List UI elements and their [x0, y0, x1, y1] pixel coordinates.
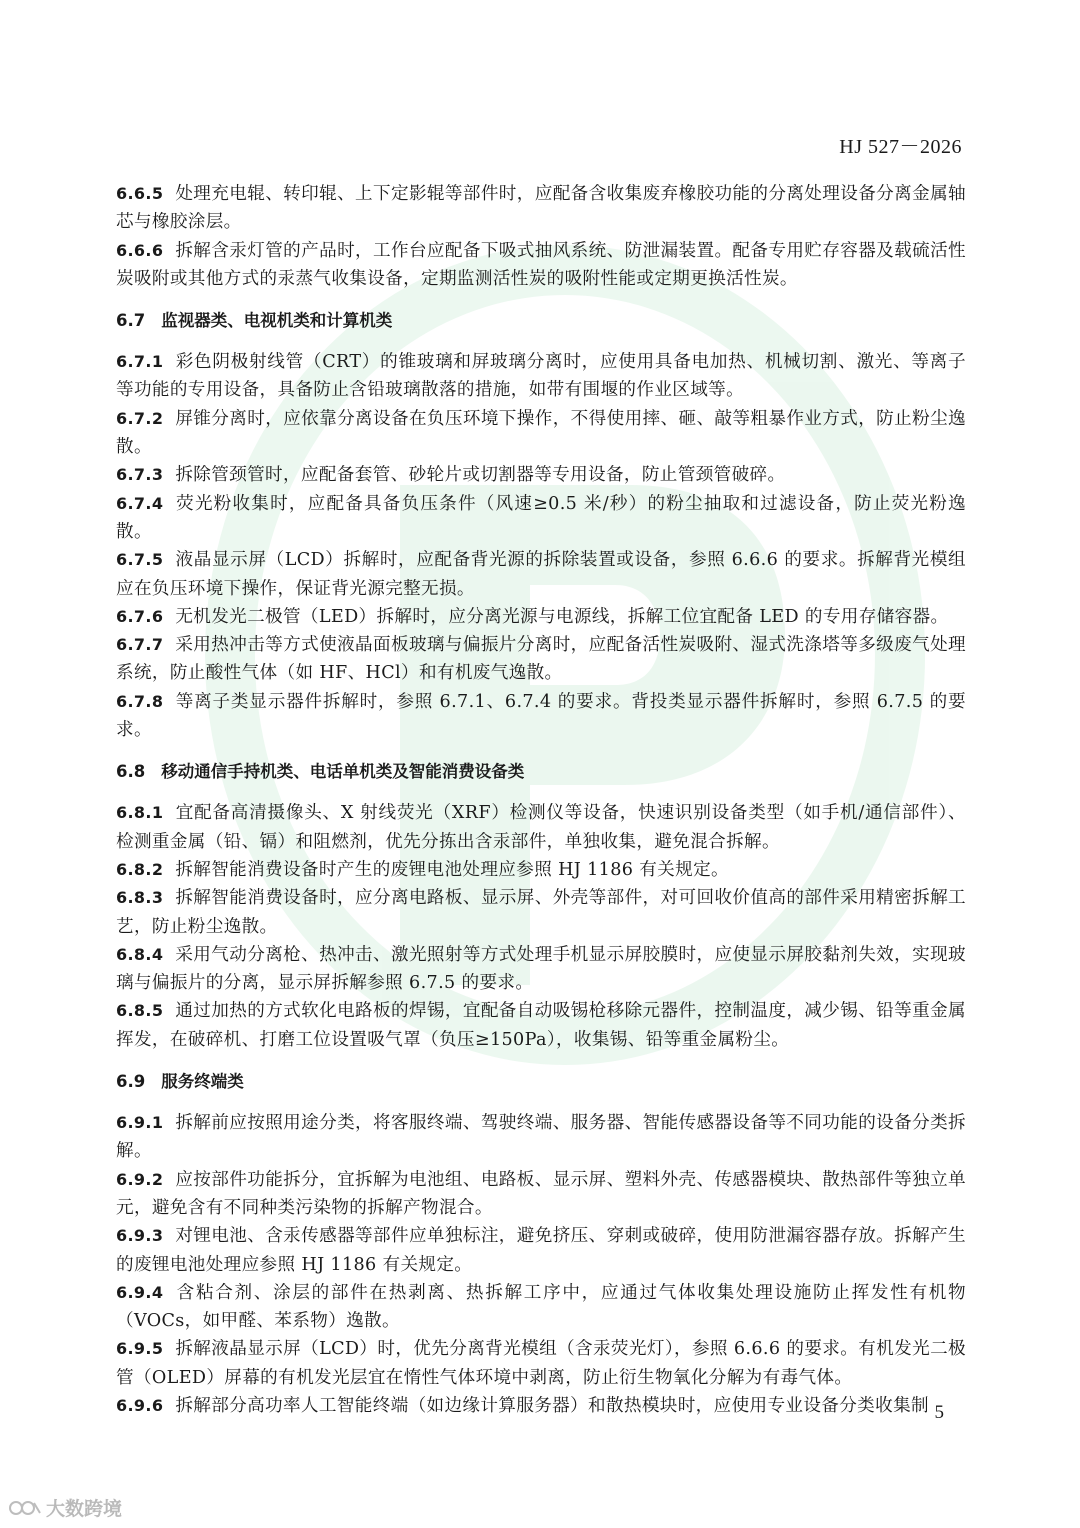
clause-text: 宜配备高清摄像头、X 射线荧光（XRF）检测仪等设备，快速识别设备类型（如手机/通信部件）、检测重金属（铅、镉）和阻燃剂，优先分拣出含汞部件，单独收集，避免混合拆解。: [116, 803, 966, 852]
clause-text: 采用热冲击等方式使液晶面板玻璃与偏振片分离时，应配备活性炭吸附、湿式洗涤塔等多级废气处理系统，防止酸性气体（如 HF、HCl）和有机废气逸散。: [116, 635, 966, 684]
clause-paragraph: [116, 1335, 966, 1392]
clause-text: 应按部件功能拆分，宜拆解为电池组、电路板、显示屏、塑料外壳、传感器模块、散热部件等独立单元，避免含有不同种类污染物的拆解产物混合。: [116, 1169, 966, 1218]
clause-paragraph: [116, 180, 966, 237]
brand-watermark: [8, 1494, 122, 1521]
clause-paragraph: [116, 1166, 966, 1223]
clause-number: 6.7.4: [116, 493, 164, 513]
clause-text: 拆解前应按照用途分类，将客服终端、驾驶终端、服务器、智能传感器设备等不同功能的设备分类拆解。: [116, 1113, 966, 1162]
clause-text: 拆解含汞灯管的产品时，工作台应配备下吸式抽风系统、防泄漏装置。配备专用贮存容器及载硫活性炭吸附或其他方式的汞蒸气收集设备，定期监测活性炭的吸附性能或定期更换活性炭。: [116, 240, 966, 289]
section-heading: [116, 307, 966, 335]
clause-number: 6.7.7: [116, 635, 164, 655]
document-code: HJ 527－2026: [839, 136, 962, 158]
clause-number: 6.7.2: [116, 408, 164, 428]
clause-text: 含粘合剂、涂层的部件在热剥离、热拆解工序中，应通过气体收集处理设施防止挥发性有机物（VOCs，如甲醛、苯系物）逸散。: [116, 1282, 966, 1332]
brand-logo-icon: [8, 1497, 42, 1519]
clause-paragraph: [116, 1279, 966, 1336]
clause-text: 拆解智能消费设备时，应分离电路板、显示屏、外壳等部件，对可回收价值高的部件采用精密拆解工艺，防止粉尘逸散。: [116, 888, 966, 937]
clause-paragraph: [116, 461, 966, 489]
section-number: 6.9: [116, 1072, 146, 1092]
clause-text: 采用气动分离枪、热冲击、激光照射等方式处理手机显示屏胶膜时，应使显示屏胶黏剂失效，实现玻璃与偏振片的分离，显示屏拆解参照 6.7.5 的要求。: [116, 944, 966, 994]
clause-text: 拆解部分高功率人工智能终端（如边缘计算服务器）和散热模块时，应使用专业设备分类收集制: [175, 1395, 929, 1416]
clause-paragraph: [116, 237, 966, 294]
clause-paragraph: [116, 348, 966, 405]
clause-text: 处理充电辊、转印辊、上下定影辊等部件时，应配备含收集废弃橡胶功能的分离处理设备分离金属轴芯与橡胶涂层。: [116, 184, 966, 233]
clause-number: 6.8.3: [116, 888, 164, 908]
clause-number: 6.8.4: [116, 944, 164, 964]
section-heading: [116, 758, 966, 786]
clause-number: 6.8.5: [116, 1001, 164, 1021]
clause-paragraph: [116, 997, 966, 1054]
clause-number: 6.7.3: [116, 465, 164, 485]
clause-paragraph: [116, 603, 966, 631]
section-number: 6.7: [116, 311, 146, 331]
clause-number: 6.7.6: [116, 606, 164, 626]
document-body: [116, 180, 966, 1420]
clause-paragraph: [116, 799, 966, 856]
clause-text: 荧光粉收集时，应配备具备负压条件（风速≥0.5 米/秒）的粉尘抽取和过滤设备，防止荧光粉逸散。: [116, 493, 966, 542]
clause-text: 等离子类显示器件拆解时，参照 6.7.1、6.7.4 的要求。背投类显示器件拆解时，参照 6.7.5 的要求。: [116, 691, 966, 741]
clause-number: 6.7.5: [116, 550, 164, 570]
clause-text: 拆解智能消费设备时产生的废锂电池处理应参照 HJ 1186 有关规定。: [175, 859, 729, 880]
clause-paragraph: [116, 631, 966, 688]
clause-paragraph: [116, 884, 966, 941]
clause-text: 无机发光二极管（LED）拆解时，应分离光源与电源线，拆解工位宜配备 LED 的专用存储容器。: [175, 606, 949, 627]
clause-number: 6.9.2: [116, 1169, 164, 1189]
clause-number: 6.9.6: [116, 1395, 164, 1415]
clause-text: 液晶显示屏（LCD）拆解时，应配备背光源的拆除装置或设备，参照 6.6.6 的要求。拆解背光模组应在负压环境下操作，保证背光源完整无损。: [116, 550, 966, 599]
clause-text: 屏锥分离时，应依靠分离设备在负压环境下操作，不得使用摔、砸、敲等粗暴作业方式，防止粉尘逸散。: [116, 408, 966, 458]
clause-number: 6.8.1: [116, 803, 164, 823]
clause-text: 通过加热的方式软化电路板的焊锡，宜配备自动吸锡枪移除元器件，控制温度，减少锡、铅等重金属挥发，在破碎机、打磨工位设置吸气罩（负压≥150Pa），收集锡、铅等重金属粉尘。: [116, 1001, 966, 1050]
clause-paragraph: [116, 1392, 966, 1420]
clause-number: 6.9.1: [116, 1113, 164, 1133]
clause-number: 6.8.2: [116, 859, 164, 879]
clause-paragraph: [116, 1109, 966, 1166]
clause-number: 6.9.3: [116, 1226, 164, 1246]
clause-number: 6.9.5: [116, 1339, 164, 1359]
clause-text: 拆除管颈管时，应配备套管、砂轮片或切割器等专用设备，防止管颈管破碎。: [175, 465, 786, 486]
clause-paragraph: [116, 546, 966, 603]
clause-text: 彩色阴极射线管（CRT）的锥玻璃和屏玻璃分离时，应使用具备电加热、机械切割、激光、等离子等功能的专用设备，具备防止含铅玻璃散落的措施，如带有围堰的作业区域等。: [116, 352, 966, 401]
section-title: 移动通信手持机类、电话单机类及智能消费设备类: [161, 762, 525, 782]
clause-number: 6.6.6: [116, 240, 164, 260]
clause-text: 拆解液晶显示屏（LCD）时，优先分离背光模组（含汞荧光灯），参照 6.6.6 的要求。有机发光二极管（OLED）屏幕的有机发光层宜在惰性气体环境中剥离，防止衍生物氧化分解为有毒气体。: [116, 1339, 966, 1388]
page-number: 5: [934, 1402, 944, 1423]
clause-number: 6.7.1: [116, 352, 164, 372]
clause-paragraph: [116, 405, 966, 462]
brand-name: 大数跨境: [46, 1498, 123, 1520]
section-title: 监视器类、电视机类和计算机类: [161, 311, 393, 331]
clause-paragraph: [116, 1222, 966, 1279]
clause-paragraph: [116, 688, 966, 745]
clause-paragraph: [116, 856, 966, 884]
section-number: 6.8: [116, 762, 146, 782]
clause-number: 6.6.5: [116, 184, 164, 203]
clause-text: 对锂电池、含汞传感器等部件应单独标注，避免挤压、穿刺或破碎，使用防泄漏容器存放。拆解产生的废锂电池处理应参照 HJ 1186 有关规定。: [116, 1226, 966, 1275]
clause-number: 6.9.4: [116, 1282, 164, 1302]
section-title: 服务终端类: [161, 1072, 244, 1092]
clause-number: 6.7.8: [116, 691, 164, 711]
section-heading: [116, 1068, 966, 1096]
clause-paragraph: [116, 941, 966, 998]
clause-paragraph: [116, 490, 966, 547]
